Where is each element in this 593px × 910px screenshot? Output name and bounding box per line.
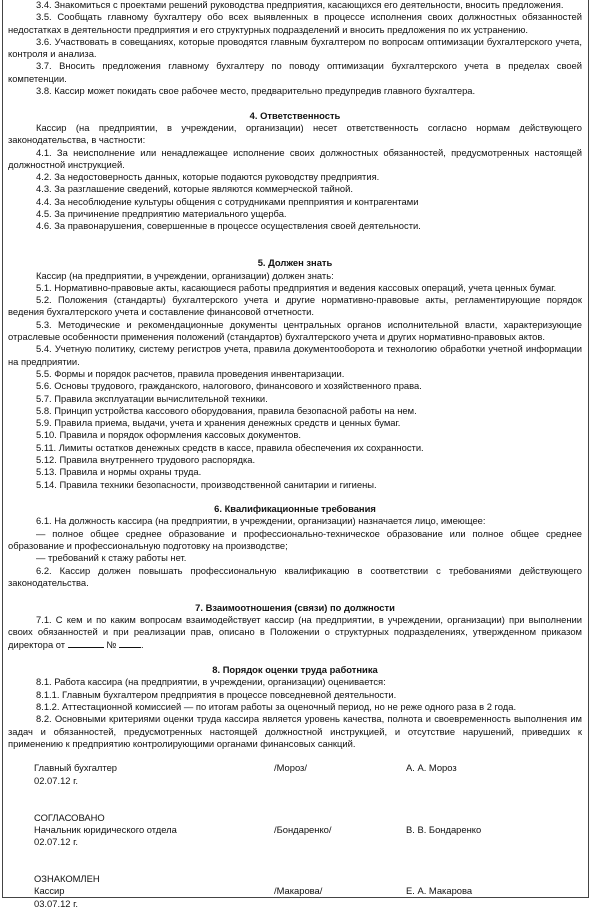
document-body [8,0,582,910]
clause-4-2: 4.2. За недостоверность данных, которые подаются руководству предприятия. [36,171,380,183]
clause-5-10: 5.10. Правила и порядок оформления кассовых документов. [36,429,301,441]
clause-5-3: 5.3. Методические и рекомендационные документы центральных органов исполнительной власти, характеризующие отраслевые особенности применения положений (стандартов) бухгалтерского учета и других нормативно-правовых актов. [8,318,582,343]
clause-8-1-1: 8.1.1. Главным бухгалтером предприятия в процессе повседневной деятельности. [36,688,397,700]
clause-3-7: 3.7. Вносить предложения главному бухгалтеру по поводу оптимизации бухгалтерского учета в пределах своей компетенции. [8,60,582,84]
clause-3-4: 3.4. Знакомиться с проектами решений руководства предприятия, касающихся его деятельности, вносить предложения. [36,0,564,10]
clause-3-5: 3.5. Сообщать главному бухгалтеру обо всех выявленных в процессе исполнения своих должностных обязанностей недостатках в деятельности предприятия и его структурных подразделений и вносить предложения по их устранению. [8,11,582,35]
clause-5-1: 5.1. Нормативно-правовые акты, касающиеся работы предприятия и ведения кассовых операций, учета ценных бумаг. [36,281,557,293]
signature-row-cashier-date [8,898,582,910]
order-date-blank [68,638,104,648]
clause-5-8: 5.8. Принцип устройства кассового оборудования, правила безопасной работы на нем. [36,404,417,416]
section-6-heading: 6. Квалификационные требования [214,503,376,515]
clause-6-2: 6.2. Кассир должен повышать профессиональную квалификацию в соответствии с требованиями действующего законодательства. [8,564,582,588]
legal-role: Начальник юридического отдела [34,823,177,835]
clause-5-11: 5.11. Лимиты остатков денежных средств в кассе, правила обеспечения их сохранности. [36,441,424,453]
legal-date: 02.07.12 г. [34,836,78,848]
clause-3-8: 3.8. Кассир может покидать свое рабочее место, предварительно предупредив главного бухгалтера. [36,85,476,97]
requirement-experience: — требований к стажу работы нет. [36,552,187,564]
legal-name: В. В. Бондаренко [406,823,482,835]
clause-5-5: 5.5. Формы и порядок расчетов, правила проведения инвентаризации. [36,367,345,379]
order-number-sign: № [106,639,117,651]
section-7-heading: 7. Взаимоотношения (связи) по должности [195,601,395,613]
clause-8-1-2: 8.1.2. Аттестационной комиссией — по итогам работы за оценочный период, но не реже одного раза в 2 года. [36,700,517,712]
clause-5-12: 5.12. Правила внутреннего трудового распорядка. [36,453,256,465]
clause-5-4: 5.4. Учетную политику, систему регистров учета, правила документооборота и технологию обработки учетной информации на предприятии. [8,343,582,367]
clause-5-9: 5.9. Правила приема, выдачи, учета и хранения денежных средств и ценных бумаг. [36,417,401,429]
clause-5-6: 5.6. Основы трудового, гражданского, налогового, финансового и хозяйственного права. [36,380,422,392]
section-8-heading: 8. Порядок оценки труда работника [212,664,378,676]
section-4-heading: 4. Ответственность [249,109,341,121]
cashier-date: 03.07.12 г. [34,897,78,909]
signature-row-cashier [8,885,582,897]
ack-heading-row [8,873,582,885]
agreed-heading-row [8,812,582,824]
signature-row-chief-date [8,775,582,787]
cashier-signature: /Макарова/ [274,885,323,897]
cashier-role: Кассир [34,885,65,897]
cashier-name: Е. А. Макарова [406,885,473,897]
clause-5-2: 5.2. Положения (стандарты) бухгалтерского учета и другие нормативно-правовые акты, регламентирующие порядок ведения бухгалтерского учета и составление финансовой отчетности. [8,294,582,318]
signature-row-legal [8,824,582,836]
clause-4-5: 4.5. За причинение предприятию материального ущерба. [36,208,287,220]
clause-4-4: 4.4. За несоблюдение культуры общения с сотрудниками препприятия и контрагентами [36,195,419,207]
clause-5-13: 5.13. Правила и нормы охраны труда. [36,466,202,478]
chief-date: 02.07.12 г. [34,774,78,786]
clause-7-1-text: 7.1. С кем и по каким вопросам взаимодействует кассир (на предприятии, в учреждении, организации) при выполнении своих обязанностей и при реализации прав, описано в Положении о структурных подразделениях, утвержденном приказом директора от [8,613,582,651]
signature-row-legal-date [8,836,582,848]
chief-signature: /Мороз/ [274,762,307,774]
order-number-blank [119,638,141,648]
signature-row-chief [8,762,582,774]
clause-6-1: 6.1. На должность кассира (на предприятии, в учреждении, организации) назначается лицо, имеющее: [36,515,486,527]
clause-4-1: 4.1. За неисполнение или ненадлежащее исполнение своих должностных обязанностей, предусмотренных настоящей должностной инструкцией. [8,146,582,170]
section-4-intro: Кассир (на предприятии, в учреждении, организации) несет ответственность согласно нормам действующего законодательства, в частности: [8,121,582,146]
clause-7-1: 7.1. С кем и по каким вопросам взаимодействует кассир (на предприятии, в учреждении, организации) при выполнении своих обязанностей и при реализации прав, описано в Положении о структурных подразделениях, утвержденном приказом директора от № . [8,613,582,651]
clause-4-3: 4.3. За разглашение сведений, которые являются коммерческой тайной. [36,183,353,195]
section-5-intro: Кассир (на предприятии, в учреждении, организации) должен знать: [36,269,334,281]
agreed-heading: СОГЛАСОВАНО [34,811,105,823]
requirement-education: — полное общее среднее образование и профессионально-техническое образование или полное общее среднее образование и профессиональную подготовку на производстве; [8,527,582,552]
clause-5-7: 5.7. Правила эксплуатации вычислительной техники. [36,392,268,404]
chief-role: Главный бухгалтер [34,762,118,774]
clause-3-6: 3.6. Участвовать в совещаниях, которые проводятся главным бухгалтером по вопросам оптимизации бухгалтерского учета, контроля и анализа. [8,35,582,60]
clause-5-14: 5.14. Правила техники безопасности, производственной санитарии и гигиены. [36,478,377,490]
clause-8-2: 8.2. Основными критериями оценки труда кассира является уровень качества, полнота и своевременность выполнения им задач и обязанностей, предусмотренных настоящей должностной инструкцией, и отсутствие нарушений, приведших к применению к предприятию контролирующими органами финансовых санкций. [8,713,582,749]
legal-signature: /Бондаренко/ [274,823,332,835]
section-5-heading: 5. Должен знать [257,257,333,269]
ack-heading: ОЗНАКОМЛЕН [34,873,100,885]
clause-4-6: 4.6. За правонарушения, совершенные в процессе осуществления своей деятельности. [36,220,421,232]
clause-8-1: 8.1. Работа кассира (на предприятии, в учреждении, организации) оценивается: [36,676,386,688]
chief-name: А. А. Мороз [406,762,457,774]
